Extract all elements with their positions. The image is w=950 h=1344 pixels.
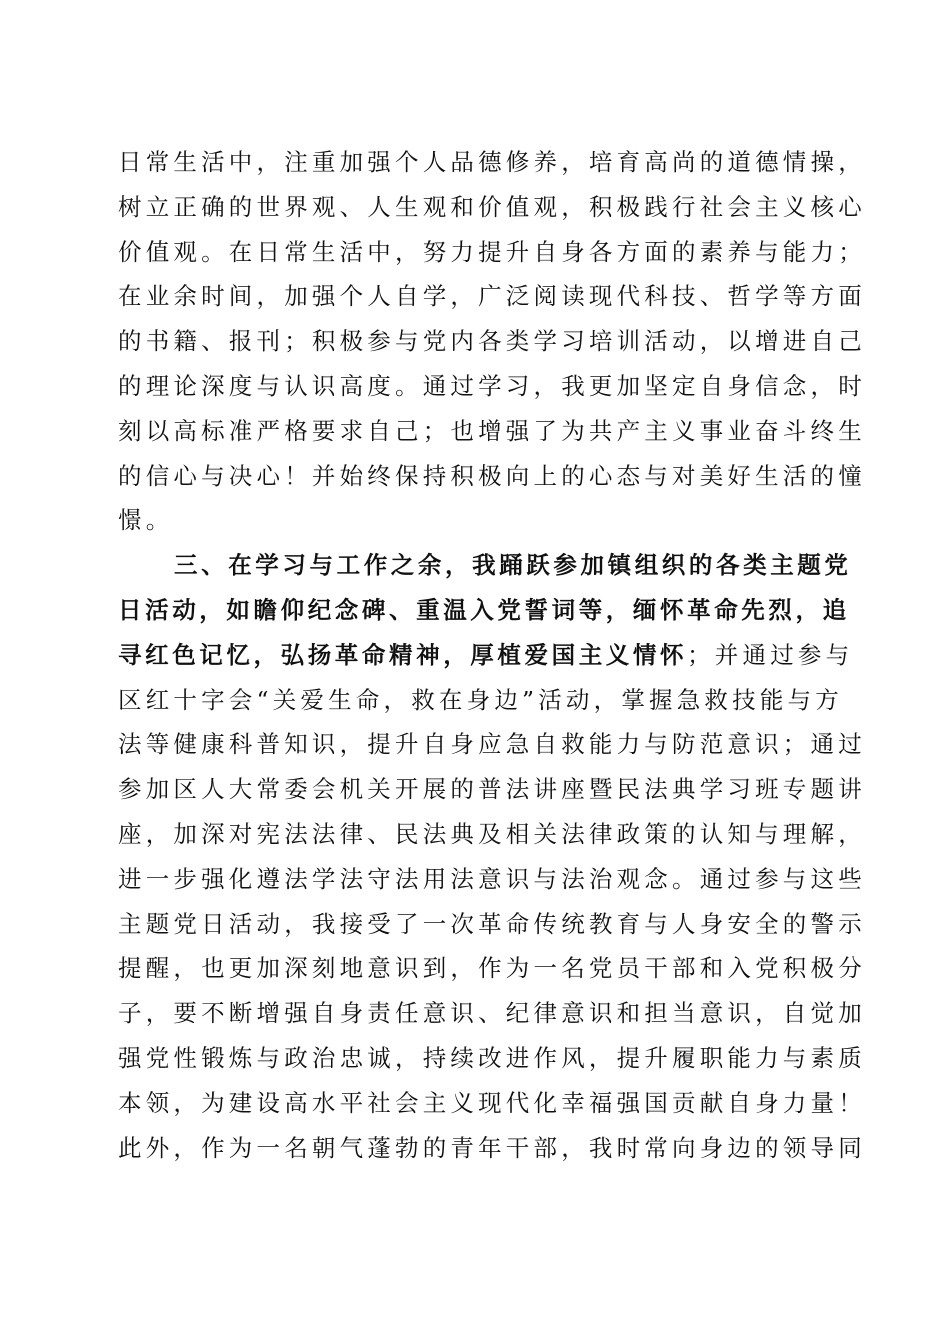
paragraph-2-line: 座，加深对宪法法律、民法典及相关法律政策的认知与理解， — [118, 819, 866, 848]
paragraph-2-line: 法等健康科普知识，提升自身应急自救能力与防范意识；通过 — [118, 730, 866, 759]
paragraph-1-line: 憬。 — [118, 506, 174, 535]
paragraph-1-line: 在业余时间，加强个人自学，广泛阅读现代科技、哲学等方面 — [118, 282, 866, 311]
paragraph-2-line: 此外，作为一名朝气蓬勃的青年干部，我时常向身边的领导同 — [118, 1133, 866, 1162]
paragraph-1-line: 的信心与决心！并始终保持积极向上的心态与对美好生活的憧 — [118, 461, 866, 490]
paragraph-1-line: 的理论深度与认识高度。通过学习，我更加坚定自身信念，时 — [118, 371, 866, 400]
paragraph-2-bold-text: 三、在学习与工作之余，我踊跃参加镇组织的各类主题党 — [174, 551, 852, 580]
paragraph-1-line: 刻以高标准严格要求自己；也增强了为共产主义事业奋斗终生 — [118, 416, 866, 445]
document-body — [118, 140, 866, 1170]
paragraph-1-line: 树立正确的世界观、人生观和价值观，积极践行社会主义核心 — [118, 192, 866, 221]
paragraph-1-line: 价值观。在日常生活中，努力提升自身各方面的素养与能力； — [118, 237, 866, 266]
paragraph-1-line: 日常生活中，注重加强个人品德修养，培育高尚的道德情操， — [118, 148, 866, 176]
paragraph-2-line: 区红十字会“关爱生命，救在身边”活动，掌握急救技能与方 — [118, 685, 843, 714]
paragraph-2-line: 本领，为建设高水平社会主义现代化幸福强国贡献自身力量！ — [118, 1088, 866, 1117]
paragraph-2-line: 主题党日活动，我接受了一次革命传统教育与人身安全的警示 — [118, 909, 866, 938]
paragraph-2-line: 强党性锻炼与政治忠诚，持续改进作风，提升履职能力与素质 — [118, 1043, 866, 1072]
paragraph-2-line: 参加区人大常委会机关开展的普法讲座暨民法典学习班专题讲 — [118, 775, 866, 804]
paragraph-2-line: 子，要不断增强自身责任意识、纪律意识和担当意识，自觉加 — [118, 999, 866, 1028]
paragraph-2-line: 提醒，也更加深刻地意识到，作为一名党员干部和入党积极分 — [118, 954, 866, 983]
paragraph-2-line — [118, 588, 850, 633]
paragraph-2-line — [118, 543, 852, 588]
paragraph-2-bold-text: 日活动，如瞻仰纪念碑、重温入党誓词等，缅怀革命先烈，追 — [118, 595, 850, 624]
paragraph-2-line — [118, 633, 854, 678]
paragraph-2-bold-text: 寻红色记忆，弘扬革命精神，厚植爱国主义情怀 — [118, 640, 688, 669]
paragraph-2-line: 进一步强化遵法学法守法用法意识与法治观念。通过参与这些 — [118, 864, 866, 893]
paragraph-1-line: 的书籍、报刊；积极参与党内各类学习培训活动，以增进自己 — [118, 327, 866, 356]
paragraph-2-regular-text: ；并通过参与 — [687, 640, 854, 669]
